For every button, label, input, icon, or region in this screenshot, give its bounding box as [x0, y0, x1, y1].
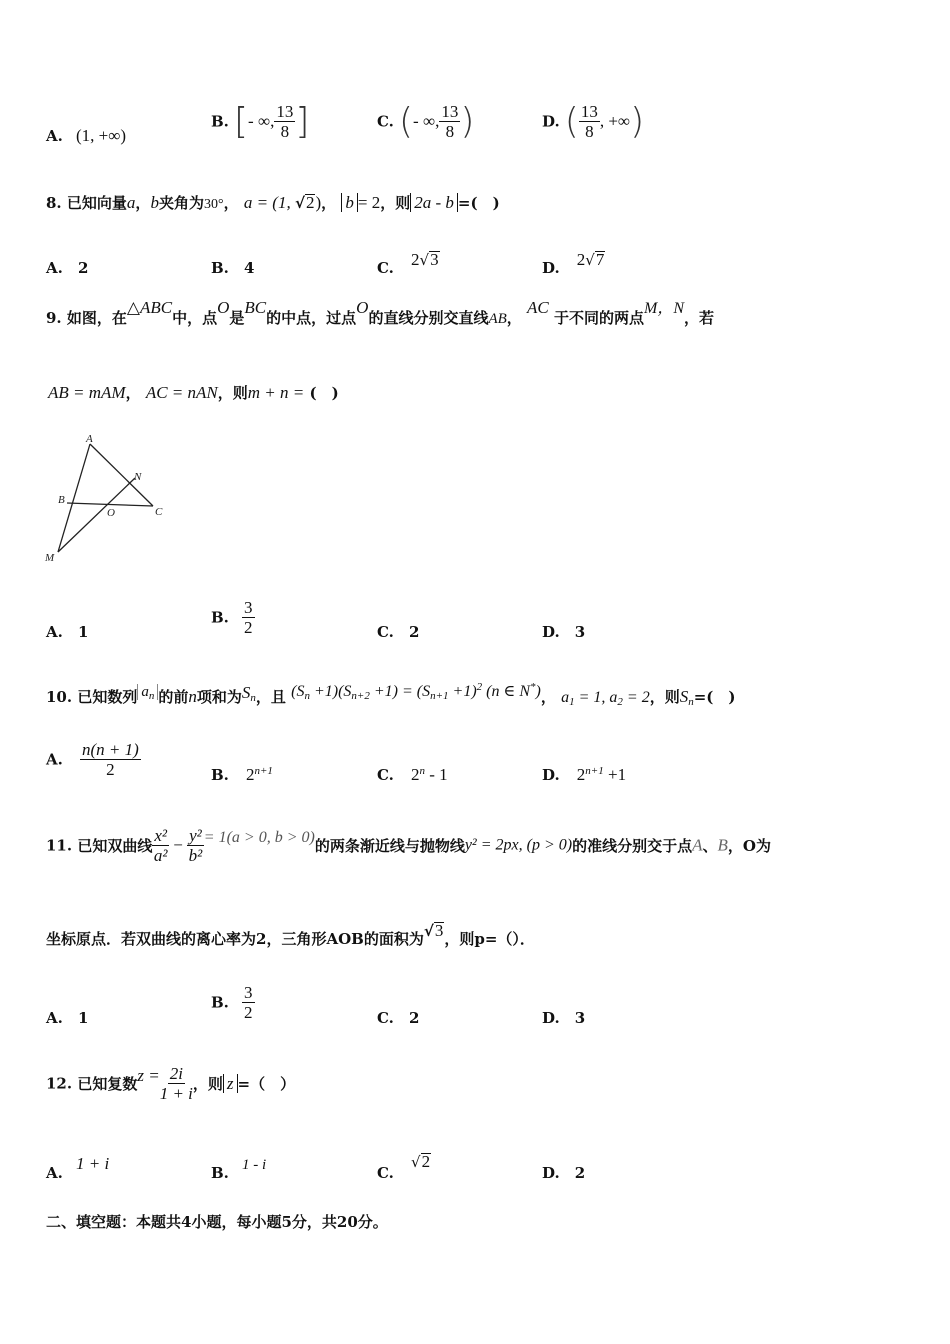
q9-option-c: C. 2	[377, 623, 420, 641]
q12-option-a: A. 1 + i	[46, 1154, 110, 1182]
q9-stem-line1: 9. 如图，在△ABC中，点O是BC的中点，过点O的直线分别交直线AB， AC 于不同的两点M，N，若	[46, 298, 715, 327]
label-o: O	[107, 507, 115, 519]
q11-option-a: A. 1	[46, 1009, 89, 1027]
q7-c-fraction: $\frac{13}{8}$	[441, 102, 459, 141]
q11-b-fraction: $\frac{3}{2}$	[244, 983, 253, 1022]
label-c: C	[155, 506, 163, 518]
q11-y-fraction: $\frac{\text{y²}}{\text{b²}}$	[188, 826, 203, 865]
q8-stem: 8. 已知向量a，b夹角为30°， a = (1, √2)， b = 2，则 2a - b =( )	[46, 193, 500, 212]
q7-option-c: C. (- ∞, $\frac{13}{8}$ )	[377, 101, 475, 142]
q7-option-a: A. (1, +∞)	[46, 126, 126, 145]
q8-option-b: B. 4	[211, 259, 255, 277]
q9-option-b: B. $\frac{3}{2}$	[211, 598, 253, 637]
q9-b-fraction: $\frac{3}{2}$	[244, 598, 253, 637]
q12-stem: 12. 已知复数z = $\frac{2i}{1 + i}$ ，则 z =（ ）	[46, 1064, 296, 1103]
q11-option-b: B. $\frac{3}{2}$	[211, 983, 253, 1022]
q12-fraction: $\frac{2i}{1 + i}$	[159, 1064, 193, 1103]
q11-option-c: C. 2	[377, 1009, 420, 1027]
line-bc	[67, 503, 153, 506]
q11-option-d: D. 3	[542, 1009, 586, 1027]
q7-d-fraction: $\frac{13}{8}$	[580, 102, 598, 141]
q10-option-c: C. 2$^n$ - 1	[377, 765, 448, 784]
q7-option-b: B. [- ∞, $\frac{13}{8}$ ]	[211, 101, 310, 142]
q11-stem-line1: 11. 已知双曲线 $\frac{\text{x²}}{\text{a²}}$ − $\frac{\text{y²}}{\text{b²}}$ = 1(a > 0, b > 0)的两条渐近线与抛物线y² = 2px, (p > 0)的准线分别交于点A、B，O为	[46, 826, 771, 865]
q9-option-d: D. 3	[542, 623, 586, 641]
q12-option-d: D. 2	[542, 1164, 586, 1182]
line-ac	[90, 444, 153, 506]
q10-option-b: B. $2^{n+1}$	[211, 765, 273, 784]
q8-option-a: A. 2	[46, 259, 89, 277]
q11-stem-line2: 坐标原点．若双曲线的离心率为2，三角形AOB的面积为√3，则p=（）．	[46, 921, 535, 948]
q7-b-fraction: $\frac{13}{8}$	[276, 102, 294, 141]
q10-option-d: D. $2^{n+1} +1$	[542, 765, 627, 784]
label-m: M	[45, 552, 55, 564]
label-b: B	[58, 494, 65, 506]
section-2-heading: 二、填空题：本题共4小题，每小题5分，共20分。	[46, 1213, 388, 1231]
q8-option-c: C. 2√3	[377, 250, 439, 277]
q12-option-c: C. √2	[377, 1152, 431, 1182]
q10-a-fraction: $\frac{n(n + 1)}{2}$	[81, 740, 139, 779]
q10-stem: 10. 已知数列 $a_n$ 的前n项和为$S_n$，且 $(S_n +1)(S_{n+2} +1) = (S_{n+1} +1)^2$ (n ∈ N*)， $a_1 = 1$, $a_2 = 2$，则$S_n=$( )	[46, 681, 736, 708]
q12-option-b: B. 1 - i	[211, 1157, 267, 1182]
q9-triangle-figure	[40, 430, 180, 570]
q9-option-a: A. 1	[46, 623, 89, 641]
q7-option-d: D. ( $\frac{13}{8}$ , +∞)	[542, 101, 645, 142]
q10-option-a: A. $\frac{n(n + 1)}{2}$	[46, 740, 139, 779]
label-n: N	[134, 471, 142, 483]
q8-option-d: D. 2√7	[542, 250, 605, 277]
label-a: A	[86, 433, 93, 445]
q9-stem-line2: AB = mAM， AC = nAN，则m + n = ( )	[48, 383, 339, 402]
q11-x-fraction: $\frac{\text{x²}}{\text{a²}}$	[153, 826, 168, 865]
